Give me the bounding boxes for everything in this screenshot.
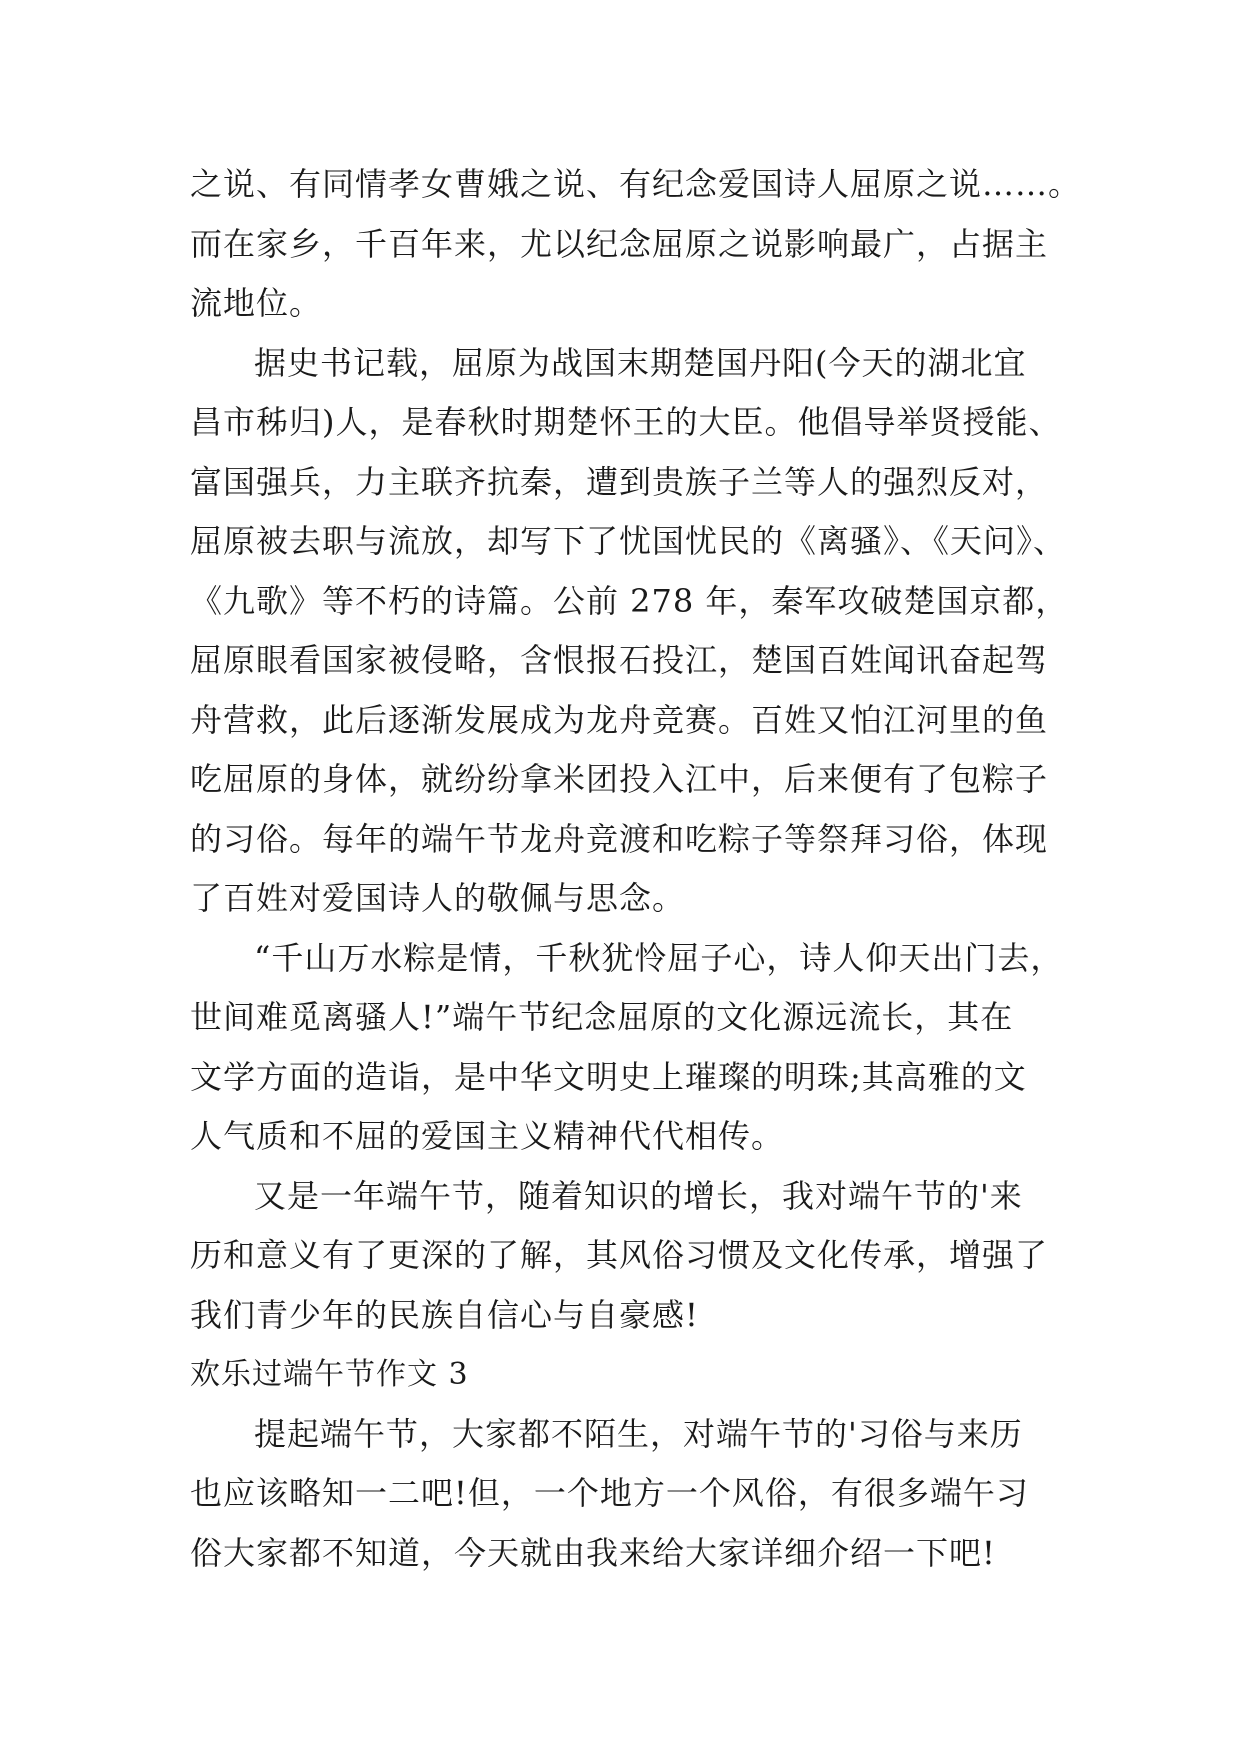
text-line: 之说、有同情孝女曹娥之说、有纪念爱国诗人屈原之说……。 [190,165,1082,203]
text-line: 文学方面的造诣，是中华文明史上璀璨的明珠;其高雅的文 [190,1057,1027,1096]
text-line: 也应该略知一二吧!但，一个地方一个风俗，有很多端午习 [190,1474,1029,1512]
text-line: 吃屈原的身体，就纷纷拿米团投入江中，后来便有了包粽子 [190,760,1049,798]
paragraph-start-line: “千山万水粽是情，千秋犹怜屈子心，诗人仰天出门去， [254,938,1064,977]
paragraph-start-line: 据史书记载，屈原为战国末期楚国丹阳(今天的湖北宜 [254,343,1027,382]
text-line: 流地位。 [190,284,323,322]
text-line: 而在家乡，千百年来，尤以纪念屈原之说影响最广，占据主 [190,224,1049,263]
text-line: 富国强兵，力主联齐抗秦，遭到贵族子兰等人的强烈反对， [190,462,1049,501]
text-line: 屈原眼看国家被侵略，含恨报石投江，楚国百姓闻讯奋起驾 [190,641,1049,679]
text-line: 的习俗。每年的端午节龙舟竞渡和吃粽子等祭拜习俗，体现 [190,819,1049,858]
paragraph-start-line: 又是一年端午节，随着知识的增长，我对端午节的'来 [254,1176,1023,1215]
text-line: 舟营救，此后逐渐发展成为龙舟竞赛。百姓又怕江河里的鱼 [190,700,1049,739]
text-line: 人气质和不屈的爱国主义精神代代相传。 [190,1117,785,1155]
document-body [190,155,1090,1583]
text-line: 历和意义有了更深的了解，其风俗习惯及文化传承，增强了 [190,1236,1049,1274]
text-line: 屈原被去职与流放，却写下了忧国忧民的《离骚》、《天问》、 [190,522,1067,560]
text-line: 《九歌》等不朽的诗篇。公前 278 年，秦军攻破楚国京都， [190,581,1069,620]
text-line: 俗大家都不知道，今天就由我来给大家详细介绍一下吧! [190,1533,996,1572]
text-line: 我们青少年的民族自信心与自豪感! [190,1295,699,1334]
paragraph-start-line: 提起端午节，大家都不陌生，对端午节的'习俗与来历 [254,1414,1023,1453]
section-heading: 欢乐过端午节作文 3 [190,1357,469,1392]
text-line: 了百姓对爱国诗人的敬佩与思念。 [190,879,686,917]
text-line: 昌市秭归)人，是春秋时期楚怀王的大臣。他倡导举贤授能、 [190,403,1062,441]
text-line: 世间难觅离骚人!”端午节纪念屈原的文化源远流长，其在 [190,998,1014,1036]
